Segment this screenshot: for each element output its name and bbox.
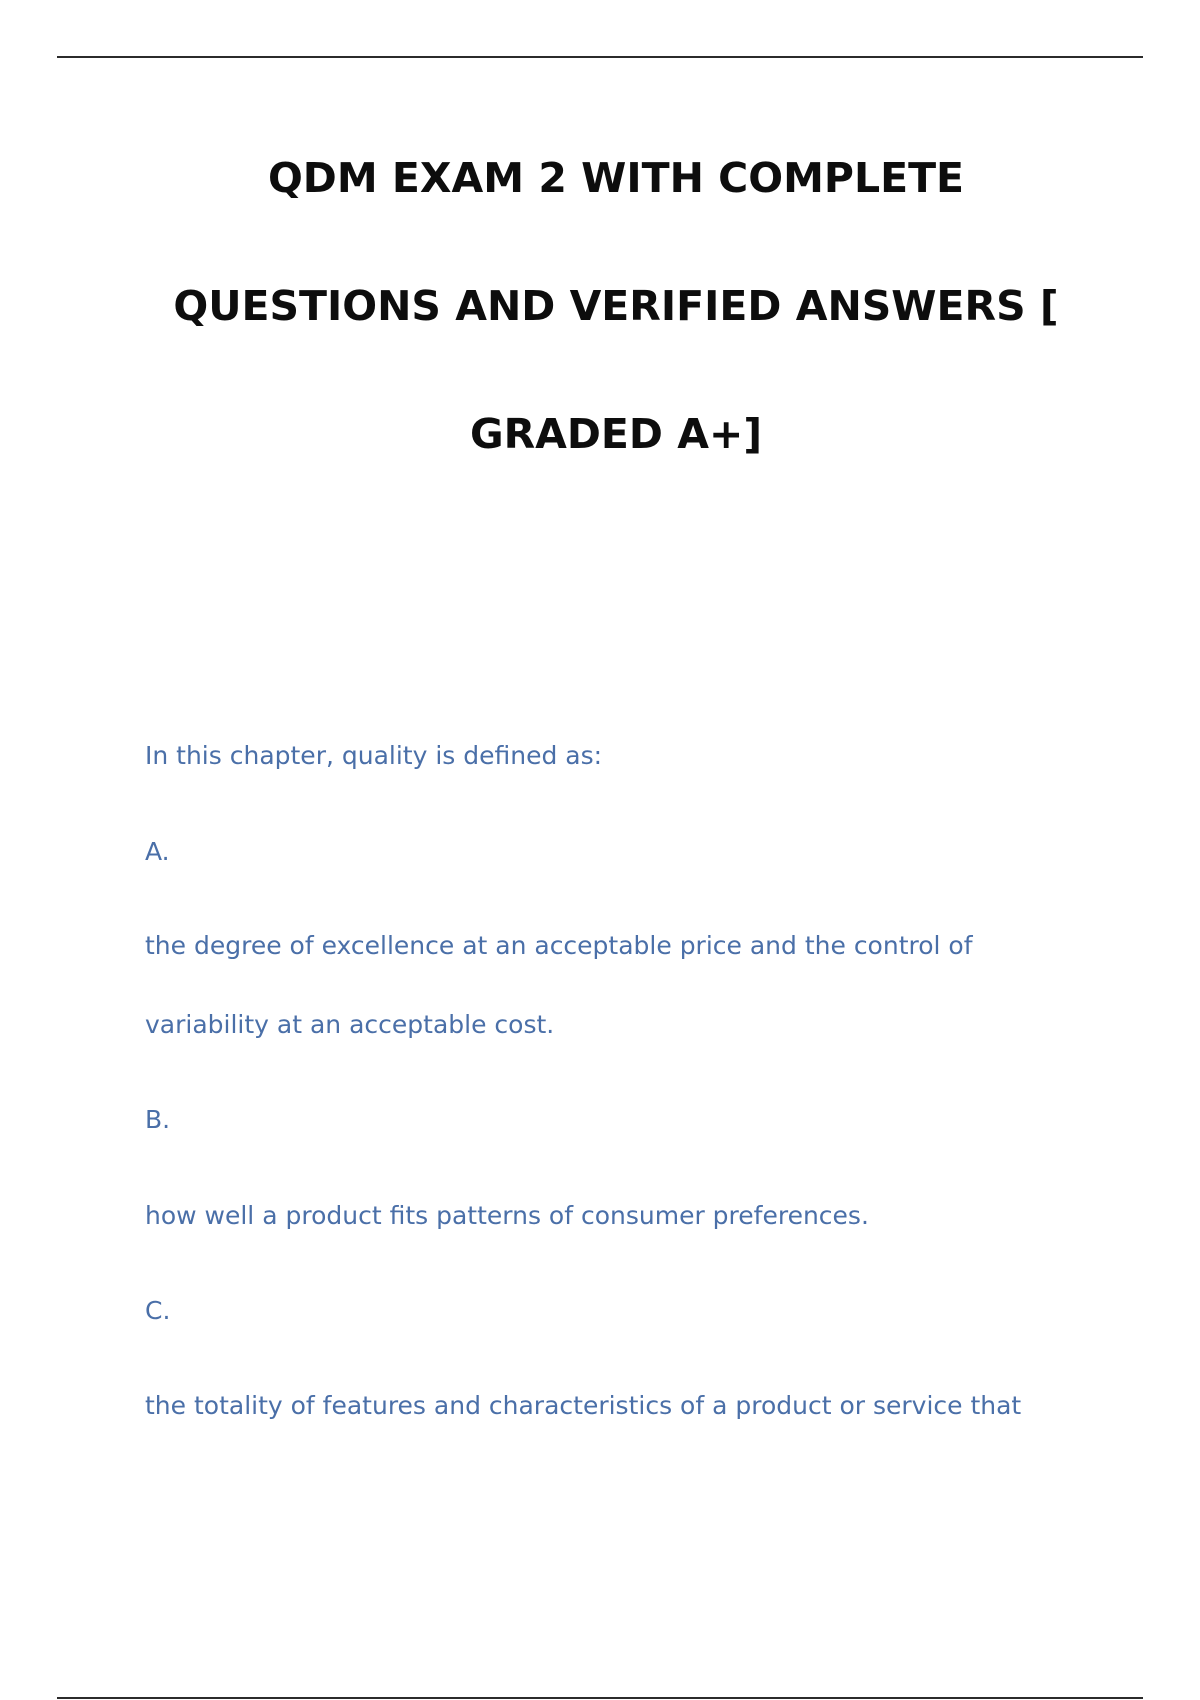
- option-b-letter: B.: [145, 1105, 171, 1134]
- document-title-line-3: GRADED A+]: [469, 410, 763, 458]
- question-stem: In this chapter, quality is defined as:: [145, 741, 603, 770]
- top-rule: [57, 56, 1143, 58]
- bottom-rule: [57, 1697, 1143, 1699]
- option-a-text-line-1: the degree of excellence at an acceptable price and the control of: [145, 931, 973, 960]
- document-title-line-1: QDM EXAM 2 WITH COMPLETE: [267, 154, 965, 202]
- document-title-line-2: QUESTIONS AND VERIFIED ANSWERS [: [173, 282, 1059, 330]
- option-c-letter: C.: [145, 1296, 171, 1325]
- option-c-text-line-1: the totality of features and characteristics of a product or service that: [145, 1391, 1022, 1420]
- option-a-letter: A.: [145, 837, 170, 866]
- option-a-text-line-2: variability at an acceptable cost.: [145, 1010, 555, 1039]
- option-b-text-line-1: how well a product fits patterns of consumer preferences.: [145, 1201, 869, 1230]
